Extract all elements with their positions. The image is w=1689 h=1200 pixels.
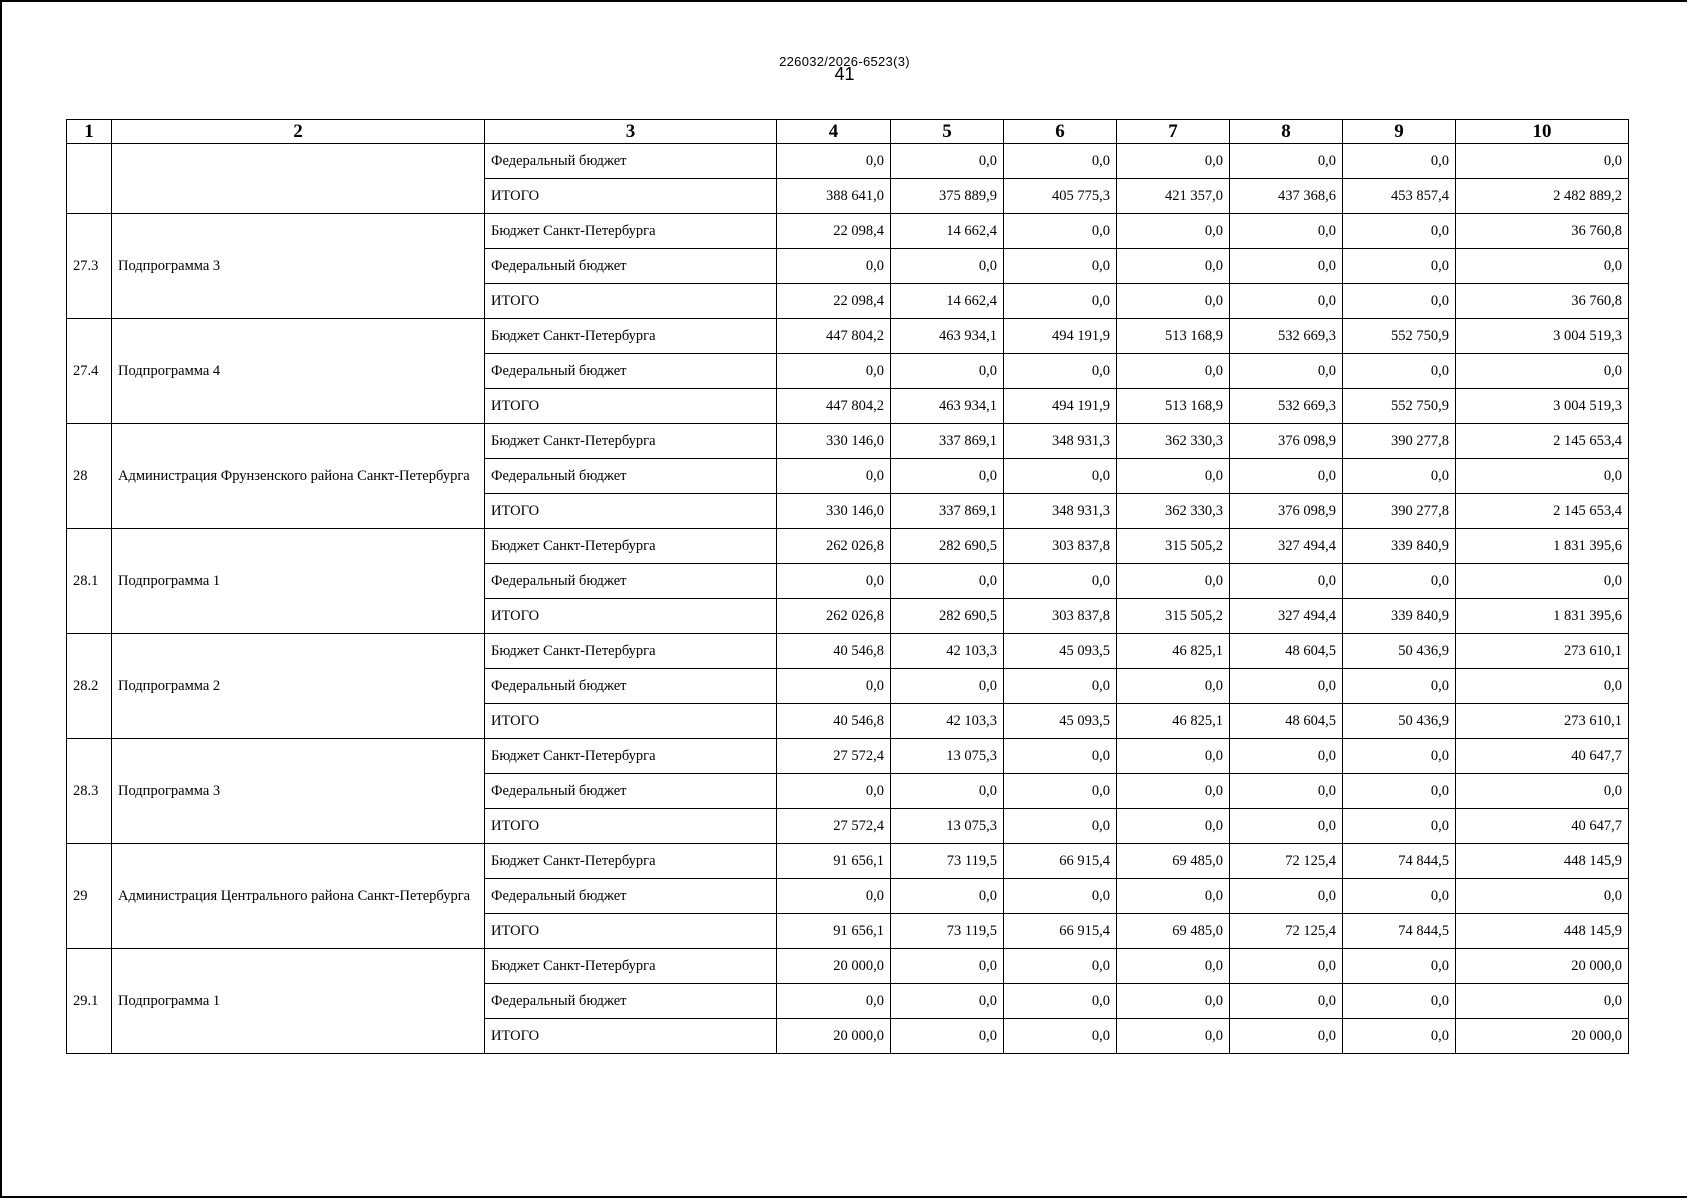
value-cell: 50 436,9	[1343, 634, 1456, 669]
value-cell: 0,0	[1117, 984, 1230, 1019]
total-value-cell: 1 831 395,6	[1456, 599, 1629, 634]
value-cell: 463 934,1	[891, 389, 1004, 424]
value-cell: 0,0	[777, 144, 891, 179]
funding-source: Бюджет Санкт-Петербурга	[485, 424, 777, 459]
item-name: Подпрограмма 2	[112, 634, 485, 739]
value-cell: 0,0	[1343, 249, 1456, 284]
value-cell: 74 844,5	[1343, 844, 1456, 879]
total-value-cell: 0,0	[1456, 984, 1629, 1019]
column-header: 10	[1456, 120, 1629, 144]
item-code: 27.4	[67, 319, 112, 424]
value-cell: 0,0	[1117, 284, 1230, 319]
value-cell: 0,0	[1230, 949, 1343, 984]
value-cell: 330 146,0	[777, 424, 891, 459]
total-value-cell: 0,0	[1456, 564, 1629, 599]
value-cell: 513 168,9	[1117, 389, 1230, 424]
value-cell: 0,0	[777, 354, 891, 389]
value-cell: 388 641,0	[777, 179, 891, 214]
value-cell: 0,0	[1004, 984, 1117, 1019]
value-cell: 0,0	[1117, 669, 1230, 704]
value-cell: 0,0	[1004, 284, 1117, 319]
item-name	[112, 144, 485, 214]
total-value-cell: 20 000,0	[1456, 949, 1629, 984]
value-cell: 376 098,9	[1230, 494, 1343, 529]
item-name: Подпрограмма 1	[112, 949, 485, 1054]
total-value-cell: 0,0	[1456, 249, 1629, 284]
value-cell: 22 098,4	[777, 284, 891, 319]
item-code: 29.1	[67, 949, 112, 1054]
value-cell: 447 804,2	[777, 389, 891, 424]
value-cell: 0,0	[1343, 1019, 1456, 1054]
value-cell: 45 093,5	[1004, 634, 1117, 669]
table-row	[67, 949, 1629, 984]
table-row	[67, 844, 1629, 879]
value-cell: 0,0	[1117, 249, 1230, 284]
total-value-cell: 36 760,8	[1456, 284, 1629, 319]
value-cell: 0,0	[1004, 879, 1117, 914]
funding-source: Бюджет Санкт-Петербурга	[485, 634, 777, 669]
item-code: 28.3	[67, 739, 112, 844]
value-cell: 0,0	[1343, 564, 1456, 599]
value-cell: 0,0	[1343, 809, 1456, 844]
table-row	[67, 144, 1629, 179]
table-body	[67, 144, 1629, 1054]
funding-source: ИТОГО	[485, 389, 777, 424]
value-cell: 45 093,5	[1004, 704, 1117, 739]
total-value-cell: 448 145,9	[1456, 844, 1629, 879]
value-cell: 0,0	[891, 1019, 1004, 1054]
value-cell: 0,0	[1117, 459, 1230, 494]
item-name: Подпрограмма 3	[112, 214, 485, 319]
value-cell: 0,0	[1343, 739, 1456, 774]
value-cell: 46 825,1	[1117, 704, 1230, 739]
value-cell: 0,0	[1004, 809, 1117, 844]
value-cell: 0,0	[1230, 284, 1343, 319]
total-value-cell: 2 482 889,2	[1456, 179, 1629, 214]
funding-source: Федеральный бюджет	[485, 249, 777, 284]
funding-source: ИТОГО	[485, 1019, 777, 1054]
item-name: Подпрограмма 4	[112, 319, 485, 424]
value-cell: 50 436,9	[1343, 704, 1456, 739]
value-cell: 0,0	[891, 564, 1004, 599]
value-cell: 532 669,3	[1230, 319, 1343, 354]
item-code: 27.3	[67, 214, 112, 319]
funding-source: ИТОГО	[485, 809, 777, 844]
total-value-cell: 20 000,0	[1456, 1019, 1629, 1054]
table-row	[67, 529, 1629, 564]
value-cell: 0,0	[1343, 984, 1456, 1019]
value-cell: 27 572,4	[777, 739, 891, 774]
value-cell: 315 505,2	[1117, 599, 1230, 634]
item-code: 28.2	[67, 634, 112, 739]
value-cell: 282 690,5	[891, 599, 1004, 634]
value-cell: 303 837,8	[1004, 599, 1117, 634]
value-cell: 66 915,4	[1004, 914, 1117, 949]
funding-source: ИТОГО	[485, 704, 777, 739]
value-cell: 0,0	[1343, 284, 1456, 319]
value-cell: 69 485,0	[1117, 914, 1230, 949]
item-name: Администрация Центрального района Санкт-Петербурга	[112, 844, 485, 949]
value-cell: 0,0	[1117, 354, 1230, 389]
value-cell: 0,0	[1230, 144, 1343, 179]
total-value-cell: 3 004 519,3	[1456, 319, 1629, 354]
total-value-cell: 3 004 519,3	[1456, 389, 1629, 424]
value-cell: 20 000,0	[777, 1019, 891, 1054]
funding-source: Федеральный бюджет	[485, 669, 777, 704]
value-cell: 315 505,2	[1117, 529, 1230, 564]
value-cell: 390 277,8	[1343, 424, 1456, 459]
value-cell: 0,0	[1117, 1019, 1230, 1054]
table-row	[67, 424, 1629, 459]
value-cell: 14 662,4	[891, 214, 1004, 249]
column-header: 7	[1117, 120, 1230, 144]
value-cell: 0,0	[777, 879, 891, 914]
value-cell: 0,0	[1117, 774, 1230, 809]
value-cell: 362 330,3	[1117, 494, 1230, 529]
value-cell: 40 546,8	[777, 634, 891, 669]
value-cell: 0,0	[891, 144, 1004, 179]
item-code	[67, 144, 112, 214]
funding-source: Федеральный бюджет	[485, 984, 777, 1019]
value-cell: 13 075,3	[891, 809, 1004, 844]
value-cell: 91 656,1	[777, 844, 891, 879]
value-cell: 0,0	[1343, 774, 1456, 809]
value-cell: 0,0	[1343, 879, 1456, 914]
value-cell: 0,0	[1004, 949, 1117, 984]
value-cell: 0,0	[777, 669, 891, 704]
total-value-cell: 40 647,7	[1456, 809, 1629, 844]
value-cell: 0,0	[1004, 249, 1117, 284]
total-value-cell: 448 145,9	[1456, 914, 1629, 949]
table-row	[67, 214, 1629, 249]
value-cell: 0,0	[777, 774, 891, 809]
item-name: Администрация Фрунзенского района Санкт-Петербурга	[112, 424, 485, 529]
total-value-cell: 0,0	[1456, 669, 1629, 704]
value-cell: 22 098,4	[777, 214, 891, 249]
value-cell: 0,0	[891, 249, 1004, 284]
funding-source: Федеральный бюджет	[485, 354, 777, 389]
value-cell: 0,0	[1230, 1019, 1343, 1054]
value-cell: 66 915,4	[1004, 844, 1117, 879]
value-cell: 0,0	[1117, 879, 1230, 914]
value-cell: 27 572,4	[777, 809, 891, 844]
value-cell: 0,0	[891, 949, 1004, 984]
value-cell: 0,0	[1117, 214, 1230, 249]
column-header: 1	[67, 120, 112, 144]
value-cell: 0,0	[1117, 739, 1230, 774]
total-value-cell: 273 610,1	[1456, 634, 1629, 669]
funding-source: Бюджет Санкт-Петербурга	[485, 739, 777, 774]
value-cell: 327 494,4	[1230, 599, 1343, 634]
total-value-cell: 2 145 653,4	[1456, 424, 1629, 459]
funding-source: Бюджет Санкт-Петербурга	[485, 844, 777, 879]
column-header: 5	[891, 120, 1004, 144]
funding-source: Бюджет Санкт-Петербурга	[485, 319, 777, 354]
item-code: 29	[67, 844, 112, 949]
value-cell: 0,0	[1343, 144, 1456, 179]
total-value-cell: 36 760,8	[1456, 214, 1629, 249]
value-cell: 0,0	[1230, 249, 1343, 284]
table-row	[67, 634, 1629, 669]
total-value-cell: 0,0	[1456, 144, 1629, 179]
page-number: 41	[834, 64, 855, 84]
value-cell: 0,0	[891, 774, 1004, 809]
total-value-cell: 2 145 653,4	[1456, 494, 1629, 529]
value-cell: 69 485,0	[1117, 844, 1230, 879]
value-cell: 348 931,3	[1004, 424, 1117, 459]
value-cell: 0,0	[1004, 354, 1117, 389]
value-cell: 0,0	[1343, 354, 1456, 389]
value-cell: 0,0	[1230, 669, 1343, 704]
value-cell: 330 146,0	[777, 494, 891, 529]
total-value-cell: 273 610,1	[1456, 704, 1629, 739]
value-cell: 0,0	[891, 879, 1004, 914]
funding-source: Федеральный бюджет	[485, 564, 777, 599]
value-cell: 0,0	[1004, 739, 1117, 774]
total-value-cell: 0,0	[1456, 354, 1629, 389]
value-cell: 0,0	[1004, 669, 1117, 704]
value-cell: 0,0	[1117, 144, 1230, 179]
value-cell: 552 750,9	[1343, 389, 1456, 424]
column-header: 4	[777, 120, 891, 144]
value-cell: 362 330,3	[1117, 424, 1230, 459]
value-cell: 453 857,4	[1343, 179, 1456, 214]
funding-source: ИТОГО	[485, 599, 777, 634]
value-cell: 339 840,9	[1343, 529, 1456, 564]
value-cell: 13 075,3	[891, 739, 1004, 774]
item-code: 28	[67, 424, 112, 529]
value-cell: 463 934,1	[891, 319, 1004, 354]
value-cell: 0,0	[891, 459, 1004, 494]
value-cell: 437 368,6	[1230, 179, 1343, 214]
value-cell: 72 125,4	[1230, 914, 1343, 949]
value-cell: 0,0	[777, 459, 891, 494]
value-cell: 48 604,5	[1230, 704, 1343, 739]
value-cell: 376 098,9	[1230, 424, 1343, 459]
value-cell: 327 494,4	[1230, 529, 1343, 564]
value-cell: 48 604,5	[1230, 634, 1343, 669]
funding-source: ИТОГО	[485, 284, 777, 319]
value-cell: 337 869,1	[891, 424, 1004, 459]
value-cell: 0,0	[891, 984, 1004, 1019]
value-cell: 0,0	[1004, 214, 1117, 249]
value-cell: 0,0	[1004, 1019, 1117, 1054]
funding-source: Федеральный бюджет	[485, 459, 777, 494]
value-cell: 0,0	[1230, 354, 1343, 389]
value-cell: 0,0	[1230, 774, 1343, 809]
table-row	[67, 739, 1629, 774]
value-cell: 0,0	[777, 249, 891, 284]
value-cell: 262 026,8	[777, 599, 891, 634]
column-header: 2	[112, 120, 485, 144]
value-cell: 303 837,8	[1004, 529, 1117, 564]
funding-source: Федеральный бюджет	[485, 144, 777, 179]
value-cell: 494 191,9	[1004, 319, 1117, 354]
value-cell: 73 119,5	[891, 914, 1004, 949]
value-cell: 405 775,3	[1004, 179, 1117, 214]
value-cell: 0,0	[777, 564, 891, 599]
value-cell: 0,0	[1004, 564, 1117, 599]
value-cell: 74 844,5	[1343, 914, 1456, 949]
value-cell: 0,0	[1230, 984, 1343, 1019]
column-number-header-row	[67, 120, 1629, 144]
value-cell: 42 103,3	[891, 704, 1004, 739]
value-cell: 390 277,8	[1343, 494, 1456, 529]
total-value-cell: 1 831 395,6	[1456, 529, 1629, 564]
value-cell: 0,0	[891, 354, 1004, 389]
value-cell: 552 750,9	[1343, 319, 1456, 354]
funding-source: ИТОГО	[485, 914, 777, 949]
value-cell: 0,0	[1343, 669, 1456, 704]
value-cell: 0,0	[1004, 459, 1117, 494]
total-value-cell: 40 647,7	[1456, 739, 1629, 774]
value-cell: 91 656,1	[777, 914, 891, 949]
total-value-cell: 0,0	[1456, 459, 1629, 494]
value-cell: 0,0	[777, 984, 891, 1019]
funding-source: Федеральный бюджет	[485, 774, 777, 809]
item-code: 28.1	[67, 529, 112, 634]
value-cell: 532 669,3	[1230, 389, 1343, 424]
value-cell: 0,0	[891, 669, 1004, 704]
value-cell: 72 125,4	[1230, 844, 1343, 879]
value-cell: 0,0	[1004, 774, 1117, 809]
value-cell: 0,0	[1343, 949, 1456, 984]
funding-source: Бюджет Санкт-Петербурга	[485, 949, 777, 984]
funding-source: ИТОГО	[485, 494, 777, 529]
value-cell: 262 026,8	[777, 529, 891, 564]
value-cell: 282 690,5	[891, 529, 1004, 564]
column-header: 8	[1230, 120, 1343, 144]
document-id: 226032/2026-6523(3)	[779, 54, 910, 69]
value-cell: 0,0	[1230, 809, 1343, 844]
value-cell: 513 168,9	[1117, 319, 1230, 354]
column-header: 9	[1343, 120, 1456, 144]
value-cell: 337 869,1	[891, 494, 1004, 529]
value-cell: 0,0	[1230, 739, 1343, 774]
value-cell: 73 119,5	[891, 844, 1004, 879]
column-header: 6	[1004, 120, 1117, 144]
value-cell: 0,0	[1117, 949, 1230, 984]
item-name: Подпрограмма 1	[112, 529, 485, 634]
value-cell: 14 662,4	[891, 284, 1004, 319]
value-cell: 375 889,9	[891, 179, 1004, 214]
value-cell: 348 931,3	[1004, 494, 1117, 529]
value-cell: 0,0	[1117, 809, 1230, 844]
value-cell: 0,0	[1230, 459, 1343, 494]
value-cell: 421 357,0	[1117, 179, 1230, 214]
value-cell: 0,0	[1343, 214, 1456, 249]
value-cell: 447 804,2	[777, 319, 891, 354]
value-cell: 20 000,0	[777, 949, 891, 984]
funding-source: ИТОГО	[485, 179, 777, 214]
value-cell: 46 825,1	[1117, 634, 1230, 669]
funding-source: Бюджет Санкт-Петербурга	[485, 529, 777, 564]
value-cell: 0,0	[1004, 144, 1117, 179]
funding-source: Федеральный бюджет	[485, 879, 777, 914]
budget-table	[66, 119, 1629, 1054]
value-cell: 42 103,3	[891, 634, 1004, 669]
value-cell: 0,0	[1117, 564, 1230, 599]
value-cell: 40 546,8	[777, 704, 891, 739]
value-cell: 0,0	[1230, 879, 1343, 914]
total-value-cell: 0,0	[1456, 774, 1629, 809]
value-cell: 0,0	[1343, 459, 1456, 494]
value-cell: 339 840,9	[1343, 599, 1456, 634]
table-row	[67, 319, 1629, 354]
column-header: 3	[485, 120, 777, 144]
value-cell: 0,0	[1230, 214, 1343, 249]
value-cell: 0,0	[1230, 564, 1343, 599]
item-name: Подпрограмма 3	[112, 739, 485, 844]
value-cell: 494 191,9	[1004, 389, 1117, 424]
total-value-cell: 0,0	[1456, 879, 1629, 914]
funding-source: Бюджет Санкт-Петербурга	[485, 214, 777, 249]
